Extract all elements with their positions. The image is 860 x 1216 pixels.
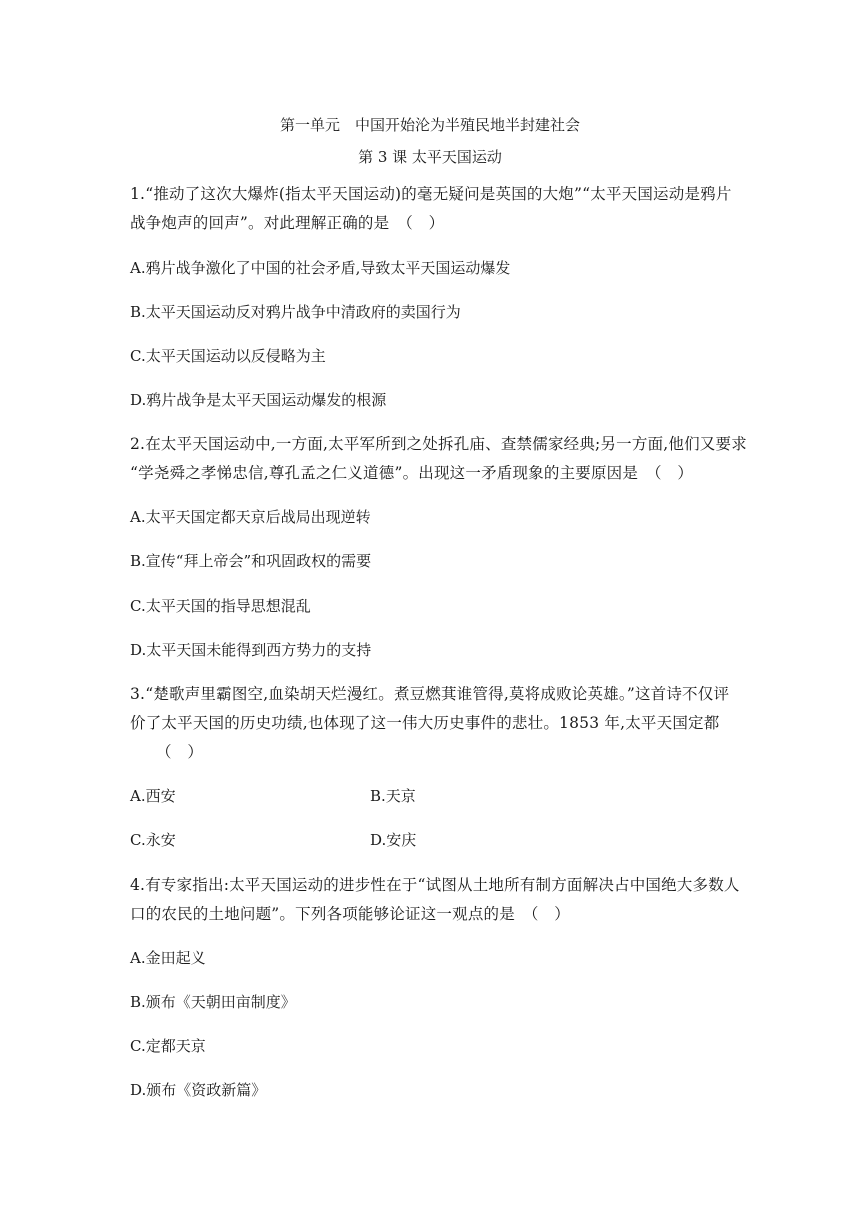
question-3-option-c: C.永安: [130, 831, 176, 849]
question-1-option-c: C.太平天国运动以反侵略为主: [130, 347, 326, 365]
question-3-stem-line-2: 价了太平天国的历史功绩,也体现了这一伟大历史事件的悲壮。1853 年,太平天国定都: [130, 714, 720, 732]
question-3-stem-line-1: 3.“楚歌声里霸图空,血染胡天烂漫红。煮豆燃萁谁管得,莫将成败论英雄。”这首诗不仅评: [130, 685, 730, 703]
question-4-option-b: B.颁布《天朝田亩制度》: [130, 993, 296, 1011]
question-1-stem-line-1: 1.“推动了这次大爆炸(指太平天国运动)的毫无疑问是英国的大炮”“太平天国运动是鸦片: [130, 185, 732, 203]
question-2-stem-line-2: “学尧舜之孝悌忠信,尊孔孟之仁义道德”。出现这一矛盾现象的主要原因是 （ ）: [130, 464, 694, 482]
question-3-option-a: A.西安: [130, 787, 176, 805]
question-4-option-a: A.金田起义: [130, 949, 206, 967]
question-4-option-d: D.颁布《资政新篇》: [130, 1081, 267, 1099]
question-3-option-b: B.天京: [370, 787, 416, 805]
question-2-option-d: D.太平天国未能得到西方势力的支持: [130, 641, 372, 659]
question-1-option-d: D.鸦片战争是太平天国运动爆发的根源: [130, 391, 387, 409]
question-2-stem-line-1: 2.在太平天国运动中,一方面,太平军所到之处拆孔庙、查禁儒家经典;另一方面,他们又要求: [130, 435, 747, 453]
unit-title: 第一单元 中国开始沦为半殖民地半封建社会: [279, 116, 580, 134]
lesson-title: 第 3 课 太平天国运动: [358, 148, 502, 166]
question-4-option-c: C.定都天京: [130, 1037, 206, 1055]
question-2-option-a: A.太平天国定都天京后战局出现逆转: [130, 508, 371, 526]
question-1-option-a: A.鸦片战争激化了中国的社会矛盾,导致太平天国运动爆发: [130, 259, 511, 277]
question-4-stem-line-2: 口的农民的土地问题”。下列各项能够论证这一观点的是 （ ）: [130, 905, 570, 923]
question-2-option-b: B.宣传“拜上帝会”和巩固政权的需要: [130, 552, 372, 570]
question-3-stem-line-3: （ ）: [156, 743, 204, 761]
question-2-option-c: C.太平天国的指导思想混乱: [130, 597, 311, 615]
question-4-stem-line-1: 4.有专家指出:太平天国运动的进步性在于“试图从土地所有制方面解决占中国绝大多数人: [130, 876, 740, 894]
question-1-option-b: B.太平天国运动反对鸦片战争中清政府的卖国行为: [130, 303, 461, 321]
question-3-option-d: D.安庆: [370, 831, 417, 849]
question-1-stem-line-2: 战争炮声的回声”。对此理解正确的是 （ ）: [130, 214, 445, 232]
